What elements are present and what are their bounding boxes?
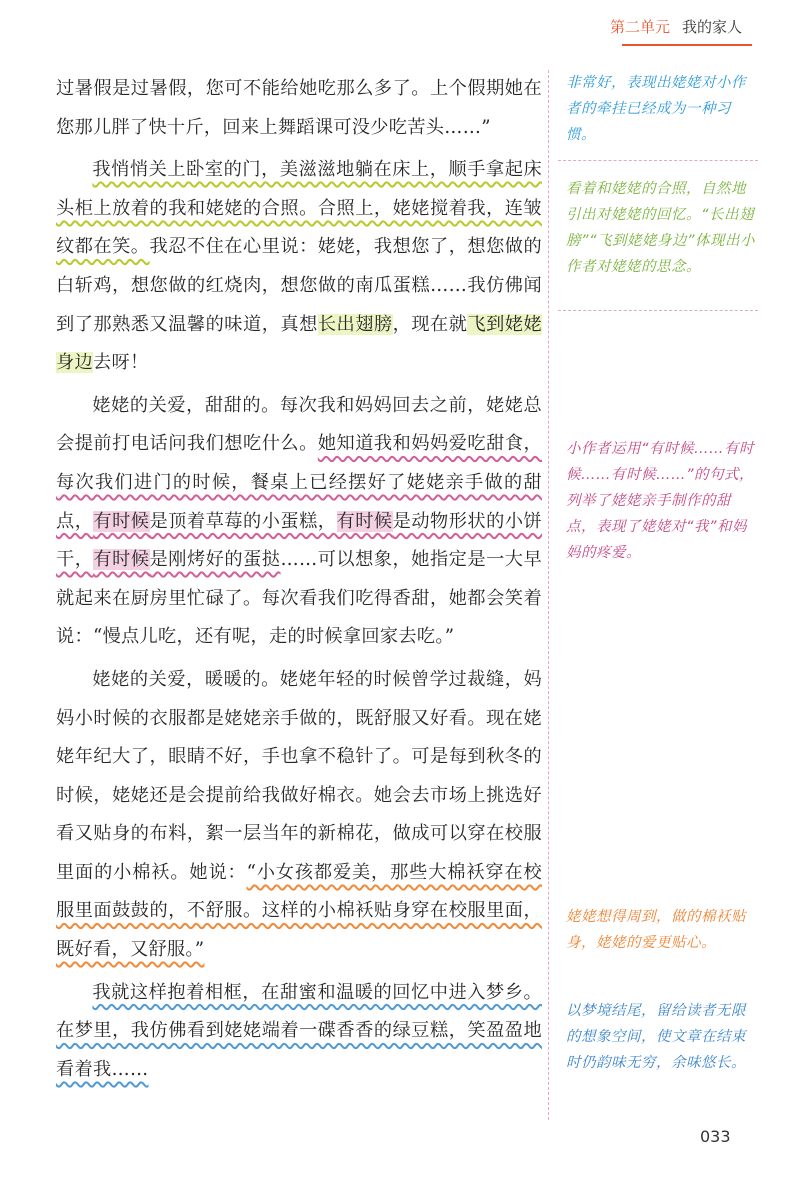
para2-underlined: 我悄悄关上卧室的门，美滋滋地躺在床上，顺手拿起床头柜上放着的我和姥姥的合照。合照上，姥姥搅着我，连皱纹都在笑。	[56, 159, 542, 258]
para4-start: 姥姥的关爱，暖暖的。姥姥年轻的时候曾学过裁缝，妈妈小时候的衣服都是姥姥亲手做的，既舒服又好看。现在姥姥年纪大了，眼睛不好，手也拿不稳针了。可是每到秋冬的时候，姥姥还是会提前给我做好棉衣。她会去市场上挑选好看又贴身的布料，絮一层当年的新棉花，做成可以穿在校服里面的小棉袄。她说：	[56, 668, 542, 883]
para2-highlight-fly: 飞到姥姥身边	[56, 313, 543, 374]
margin-divider	[548, 70, 549, 1120]
running-header	[610, 16, 742, 37]
unit-label: 第二单元	[609, 18, 670, 36]
para2-end: 去呀！	[92, 352, 149, 374]
margin-note-3: 小作者运用“有时候……有时候……有时候……”的句式，列举了姥姥亲手制作的甜点，表现了姥姥对“我”和妈妈的疼爱。	[566, 441, 755, 561]
page-number: 033	[700, 1127, 731, 1146]
para3-start: 姥姥的关爱，甜甜的。每次我和妈妈回去之前，姥姥总会提前打电话问我们想吃什么。	[56, 394, 542, 455]
para2-mid2: ，现在就	[392, 313, 468, 335]
note-separator	[558, 160, 758, 161]
para3-pink-b: 是顶着草莓的小蛋糕，	[149, 510, 337, 532]
paragraph-3	[56, 387, 542, 657]
margin-note-2: 看着和姥姥的合照，自然地引出对姥姥的回忆。“长出翅膀”“飞到姥姥身边”体现出小作者对姥姥的思念。	[566, 181, 756, 275]
note-separator	[558, 310, 758, 311]
header-rule	[622, 44, 752, 46]
para2-mid: 我忍不住在心里说：姥姥，我想您了，想您做的白斩鸡，想您做的红烧肉，想您做的南瓜蛋糕……我仿佛闻到了那熟悉又温馨的味道，真想	[56, 236, 542, 335]
essay-body	[56, 70, 542, 1089]
para3-end: ……可以想象，她指定是一大早就起来在厨房里忙碌了。每次看我们吃得香甜，她都会笑着说：“慢点儿吃，还有呢，走的时候拿回家去吃。”	[56, 549, 542, 648]
paragraph-4	[56, 661, 542, 970]
margin-note-1: 非常好，表现出姥姥对小作者的牵挂已经成为一种习惯。	[566, 75, 746, 143]
para3-pink-d: 是刚烤好的蛋挞	[149, 549, 281, 571]
para3-highlight-3: 有时候	[93, 549, 150, 571]
para4-underlined: “小女孩都爱美，那些大棉袄穿在校服里面鼓鼓的，不舒服。这样的小棉袄贴身穿在校服里面，既好看，又舒服。”	[56, 861, 542, 961]
para1-text: 过暑假是过暑假，您可不能给她吃那么多了。上个假期她在您那儿胖了快十斤，回来上舞蹈课可没少吃苦头……”	[56, 78, 542, 138]
para5-underlined: 我就这样抱着相框，在甜蜜和温暖的回忆中进入梦乡。在梦里，我仿佛看到姥姥端着一碟香香的绿豆糕，笑盈盈地看着我……	[56, 981, 542, 1080]
para2-highlight-wings: 长出翅膀	[317, 313, 393, 335]
paragraph-1	[56, 70, 542, 147]
margin-note-5: 以梦境结尾，留给读者无限的想象空间，使文章在结束时仍韵味无穷，余味悠长。	[566, 1003, 746, 1071]
para3-pink-c: 是动物形状的小饼干，	[56, 510, 543, 571]
paragraph-2	[56, 151, 542, 383]
para3-highlight-1: 有时候	[93, 510, 150, 532]
paragraph-5	[56, 974, 542, 1090]
chapter-title: 我的家人	[681, 18, 742, 36]
para3-highlight-2: 有时候	[336, 510, 393, 532]
margin-note-4: 姥姥想得周到，做的棉袄贴身，姥姥的爱更贴心。	[566, 909, 746, 951]
para3-pink-a: 她知道我和妈妈爱吃甜食，每次我们进门的时候，餐桌上已经摆好了姥姥亲手做的甜点，	[56, 433, 543, 532]
